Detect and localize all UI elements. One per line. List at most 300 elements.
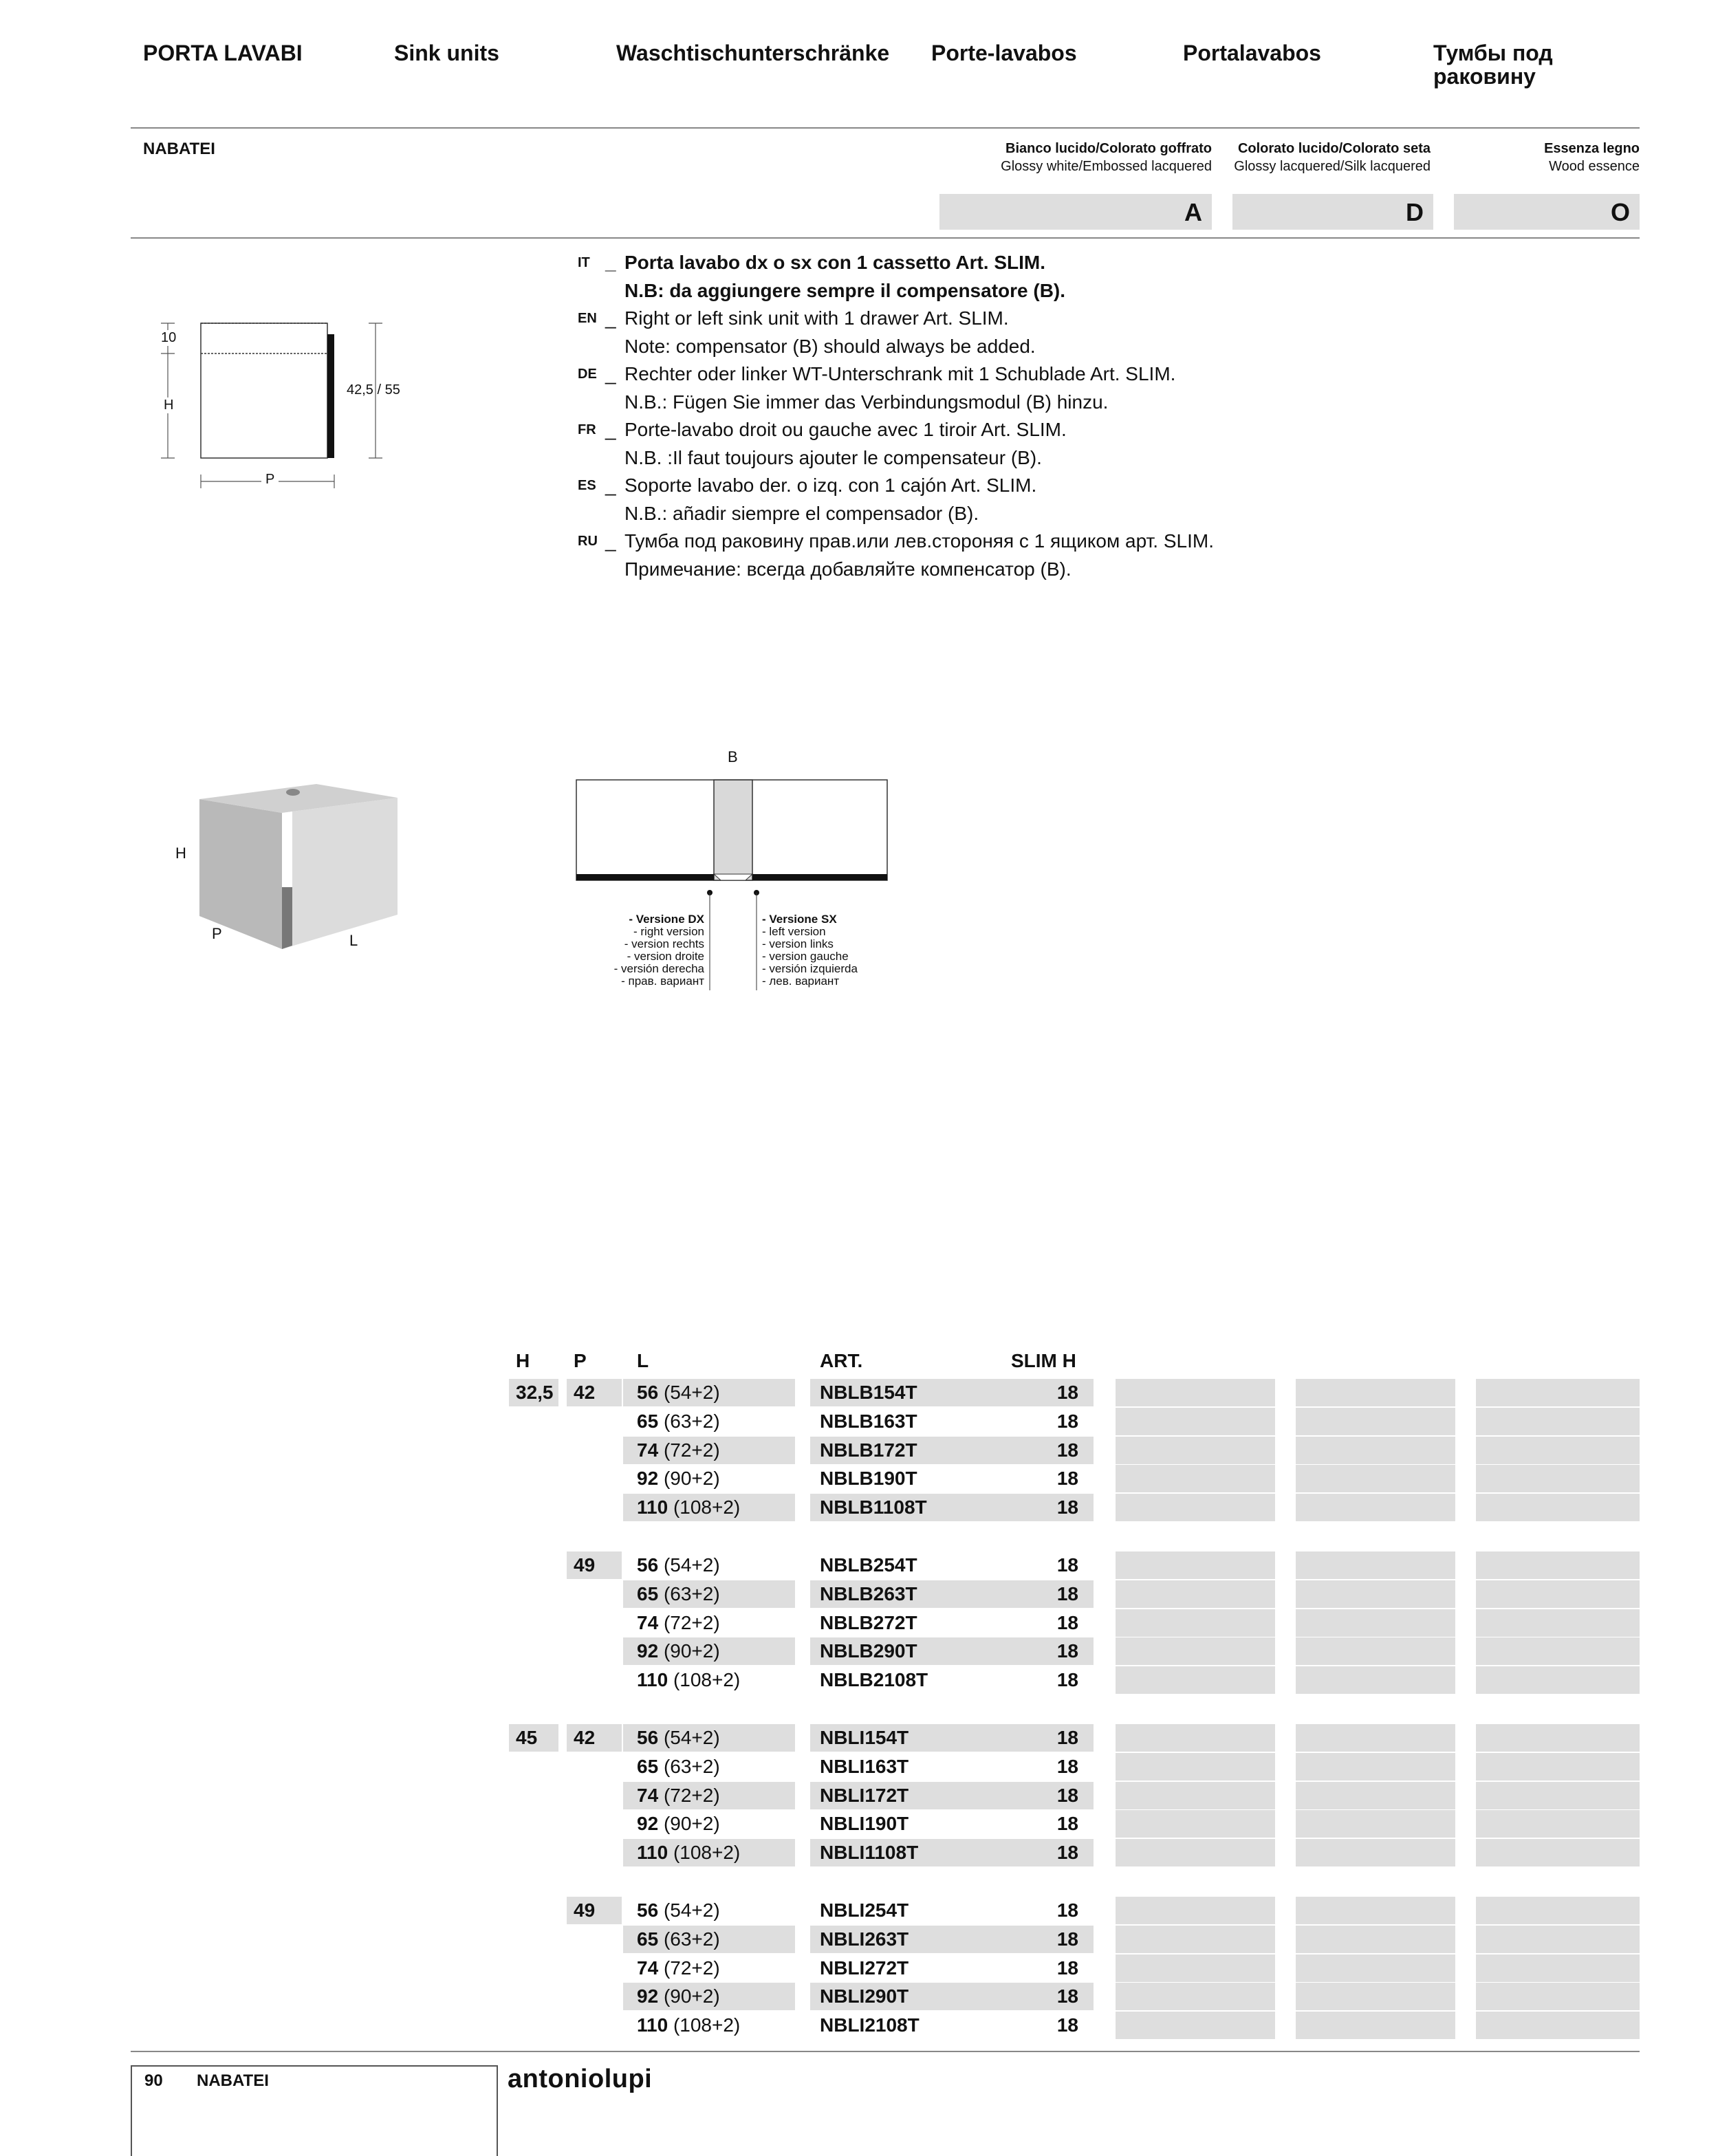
width-detail: (72+2): [663, 1784, 720, 1806]
article-code: NBLI163T: [820, 1755, 909, 1777]
desc-text: N.B.: Fügen Sie immer das Verbindungsmodul (B) hinzu.: [624, 391, 1109, 413]
desc-it-2: [578, 277, 1403, 305]
article-code: NBLB2108T: [820, 1669, 928, 1691]
col-l-header: L: [637, 1350, 649, 1371]
col-art-header: ART.: [820, 1350, 863, 1371]
title-en: Sink units: [394, 41, 499, 65]
version-sx-fr: - version gauche: [762, 950, 849, 963]
cell-h: [509, 1551, 558, 1579]
cell-l: [623, 1753, 795, 1781]
slim-height: 18: [1056, 1582, 1078, 1604]
table-row: [0, 1724, 1718, 1753]
slim-height: 18: [1056, 1784, 1078, 1806]
cell-p: [567, 1666, 622, 1694]
finish-o-title: Essenza legno: [1544, 141, 1640, 156]
cabinet-outline: [201, 323, 327, 458]
cell-p: 49: [567, 1897, 622, 1924]
cell-finish-a: [1116, 1983, 1275, 2010]
cell-art: [810, 1437, 1094, 1464]
article-code: NBLB154T: [820, 1382, 917, 1403]
finish-d-title: Colorato lucido/Colorato seta: [1237, 141, 1431, 156]
cell-l: [623, 1666, 795, 1694]
cell-finish-d: [1296, 1897, 1455, 1924]
cell-art: [810, 2012, 1094, 2039]
cell-h: [509, 1609, 558, 1637]
cell-finish-o: [1476, 1637, 1640, 1665]
cell-finish-a: [1116, 1926, 1275, 1953]
cell-finish-o: [1476, 2012, 1640, 2039]
cell-finish-a: [1116, 1494, 1275, 1521]
compensator-b: [714, 780, 752, 880]
cell-finish-a: [1116, 1782, 1275, 1809]
table-row: [0, 1926, 1718, 1954]
slim-height: 18: [1056, 1439, 1078, 1461]
cell-finish-d: [1296, 1983, 1455, 2010]
desc-de-2: [578, 389, 1403, 417]
article-code: NBLB190T: [820, 1468, 917, 1490]
cell-h: [509, 1753, 558, 1781]
finish-d-label: [1210, 140, 1431, 175]
cell-finish-d: [1296, 1782, 1455, 1809]
cell-h: [509, 1926, 558, 1953]
cell-finish-d: [1296, 2012, 1455, 2039]
article-code: NBLI272T: [820, 1957, 909, 1979]
version-sx-en: - left version: [762, 925, 826, 938]
width-value: 74: [637, 1957, 659, 1979]
cell-art: [810, 1494, 1094, 1521]
compensator-label: B: [728, 748, 738, 765]
slim-height: 18: [1056, 1382, 1078, 1403]
desc-fr-1: FR _ Porte-lavabo droit ou gauche avec 1 tiroir Art. SLIM.: [578, 416, 1403, 444]
width-detail: (90+2): [663, 1985, 720, 2007]
cell-finish-d: [1296, 1724, 1455, 1752]
article-code: NBLI154T: [820, 1727, 909, 1748]
cell-finish-a: [1116, 1637, 1275, 1665]
finish-a-title: Bianco lucido/Colorato goffrato: [1005, 141, 1212, 156]
width-value: 65: [637, 1582, 659, 1604]
cell-finish-o: [1476, 1926, 1640, 1953]
finish-d-subtitle: Glossy lacquered/Silk lacquered: [1234, 159, 1431, 174]
width-value: 65: [637, 1928, 659, 1950]
cell-finish-o: [1476, 1839, 1640, 1866]
width-detail: (63+2): [663, 1410, 720, 1432]
lang-code: RU: [578, 534, 598, 549]
cell-finish-a: [1116, 1551, 1275, 1579]
cell-finish-o: [1476, 1609, 1640, 1637]
lang-code: ES: [578, 478, 596, 493]
article-code: NBLI1108T: [820, 1842, 919, 1864]
finish-o-code: O: [1454, 194, 1640, 230]
table-row: [0, 1637, 1718, 1666]
desc-it-1: IT _ Porta lavabo dx o sx con 1 cassetto Art. SLIM.: [578, 249, 1403, 277]
width-detail: (108+2): [673, 1842, 741, 1864]
cell-p: [567, 1637, 622, 1665]
table-row: [0, 1580, 1718, 1609]
table-row: [0, 1609, 1718, 1638]
cell-p: [567, 1465, 622, 1492]
cell-finish-a: [1116, 1839, 1275, 1866]
cell-finish-d: [1296, 1465, 1455, 1492]
cell-p: [567, 1437, 622, 1464]
cell-p: [567, 1839, 622, 1866]
cell-finish-o: [1476, 1494, 1640, 1521]
slim-height: 18: [1056, 1410, 1078, 1432]
desc-es-2: [578, 500, 1403, 528]
cell-finish-o: [1476, 1379, 1640, 1406]
dim-p-label: P: [261, 472, 279, 488]
cell-art: [810, 1839, 1094, 1866]
cell-l: [623, 1408, 795, 1435]
cell-finish-o: [1476, 1408, 1640, 1435]
article-code: NBLI172T: [820, 1784, 909, 1806]
cell-h: [509, 1782, 558, 1809]
cell-finish-d: [1296, 1810, 1455, 1838]
lang-code: DE: [578, 367, 597, 382]
cell-finish-o: [1476, 1897, 1640, 1924]
cell-h: [509, 1494, 558, 1521]
width-value: 110: [637, 1842, 668, 1864]
cell-art: [810, 1551, 1094, 1579]
finish-o-label: [1461, 140, 1640, 175]
cell-finish-a: [1116, 1609, 1275, 1637]
table-row: [0, 1551, 1718, 1580]
cell-l: [623, 1580, 795, 1608]
width-value: 92: [637, 1640, 659, 1662]
version-sx-ru: - лев. вариант: [762, 974, 840, 988]
title-it: PORTA LAVABI: [143, 41, 303, 65]
version-dx-en: - right version: [633, 925, 704, 938]
slim-height: 18: [1056, 1755, 1078, 1777]
cell-art: [810, 1724, 1094, 1752]
article-code: NBLB1108T: [820, 1496, 927, 1518]
width-value: 65: [637, 1755, 659, 1777]
version-sx-title: - Versione SX: [762, 913, 837, 926]
cell-p: [567, 1954, 622, 1982]
title-de: Waschtischunterschränke: [616, 41, 890, 65]
cell-finish-d: [1296, 1839, 1455, 1866]
cell-art: [810, 1379, 1094, 1406]
table-row: [0, 1437, 1718, 1466]
dim-height-label: 42,5 / 55: [347, 382, 400, 398]
cell-art: [810, 1897, 1094, 1924]
cell-h: 45: [509, 1724, 558, 1752]
title-es: Portalavabos: [1183, 41, 1321, 65]
cell-l: [623, 1983, 795, 2010]
width-value: 56: [637, 1554, 659, 1576]
slim-height: 18: [1056, 1554, 1078, 1576]
desc-en-2: [578, 333, 1403, 361]
width-value: 65: [637, 1410, 659, 1432]
cell-finish-a: [1116, 1437, 1275, 1464]
slim-height: 18: [1056, 1899, 1078, 1921]
iso-l-label: L: [349, 932, 358, 949]
cell-finish-o: [1476, 1724, 1640, 1752]
version-dx-es: - versión derecha: [613, 962, 704, 975]
footer-box: [131, 2065, 498, 2156]
width-value: 74: [637, 1611, 659, 1633]
finish-o-subtitle: Wood essence: [1549, 159, 1640, 174]
slim-height: 18: [1056, 1842, 1078, 1864]
cell-finish-o: [1476, 1954, 1640, 1982]
cell-art: [810, 1810, 1094, 1838]
cell-finish-a: [1116, 1724, 1275, 1752]
cell-finish-o: [1476, 1983, 1640, 2010]
desc-text: N.B. :Il faut toujours ajouter le compensateur (B).: [624, 446, 1042, 468]
cell-finish-o: [1476, 1551, 1640, 1579]
cell-l: [623, 2012, 795, 2039]
desc-ru-1: RU _ Тумба под раковину прав.или лев.стороняя с 1 ящиком арт. SLIM.: [578, 527, 1403, 556]
footer-section: NABATEI: [197, 2071, 269, 2090]
desc-text: Примечание: всегда добавляйте компенсатор (B).: [624, 558, 1072, 580]
desc-text: Soporte lavabo der. o izq. con 1 cajón Art. SLIM.: [624, 475, 1037, 496]
sink-hole: [286, 789, 300, 796]
iso-p-label: P: [212, 925, 222, 942]
cell-h: [509, 1839, 558, 1866]
table-row: [0, 1897, 1718, 1926]
cell-l: [623, 1609, 795, 1637]
version-dx-ru: - прав. вариант: [621, 974, 704, 988]
table-row: [0, 2012, 1718, 2040]
desc-text: Rechter oder linker WT-Unterschrank mit 1 Schublade Art. SLIM.: [624, 363, 1176, 384]
cell-l: [623, 1379, 795, 1406]
title-ru: Тумбы под раковину: [1433, 41, 1553, 89]
header-rule: [131, 127, 1640, 129]
version-sx-de: - version links: [762, 937, 834, 950]
table-row: [0, 1465, 1718, 1494]
cell-finish-o: [1476, 1666, 1640, 1694]
cell-p: [567, 1580, 622, 1608]
desc-es-1: ES _ Soporte lavabo der. o izq. con 1 cajón Art. SLIM.: [578, 472, 1403, 500]
width-value: 92: [637, 1813, 659, 1835]
cell-l: [623, 1494, 795, 1521]
cell-l: [623, 1810, 795, 1838]
width-detail: (54+2): [663, 1554, 720, 1576]
cell-art: [810, 1954, 1094, 1982]
width-detail: (108+2): [673, 1496, 741, 1518]
cabinet-front: [282, 798, 398, 949]
col-p-header: P: [574, 1350, 587, 1371]
slim-height: 18: [1056, 1985, 1078, 2007]
cell-finish-a: [1116, 1810, 1275, 1838]
width-detail: (108+2): [673, 1669, 741, 1691]
door-front: [327, 334, 334, 458]
cell-finish-d: [1296, 1580, 1455, 1608]
cell-finish-d: [1296, 1551, 1455, 1579]
title-fr: Porte-lavabos: [931, 41, 1077, 65]
finish-a-code: A: [939, 194, 1212, 230]
cell-h: [509, 1897, 558, 1924]
cell-p: [567, 1408, 622, 1435]
version-dx-de: - version rechts: [624, 937, 704, 950]
cell-h: [509, 1810, 558, 1838]
width-value: 92: [637, 1985, 659, 2007]
version-dx-title: - Versione DX: [629, 913, 704, 926]
width-detail: (54+2): [663, 1382, 720, 1403]
table-row: [0, 1782, 1718, 1811]
cell-l: [623, 1437, 795, 1464]
cell-l: [623, 1782, 795, 1809]
width-detail: (54+2): [663, 1899, 720, 1921]
article-code: NBLI290T: [820, 1985, 909, 2007]
desc-text: Porta lavabo dx o sx con 1 cassetto Art. SLIM.: [624, 252, 1046, 273]
col-slim-header: SLIM H: [1011, 1350, 1076, 1371]
version-dx-fr: - version droite: [627, 950, 704, 963]
cell-finish-a: [1116, 1379, 1275, 1406]
article-code: NBLB290T: [820, 1640, 917, 1662]
article-code: NBLI190T: [820, 1813, 909, 1835]
cell-h: [509, 1637, 558, 1665]
cell-h: [509, 1408, 558, 1435]
cell-l: [623, 1724, 795, 1752]
desc-en-1: EN _ Right or left sink unit with 1 drawer Art. SLIM.: [578, 305, 1403, 333]
table-row: [0, 1379, 1718, 1408]
width-detail: (63+2): [663, 1928, 720, 1950]
cell-p: [567, 1494, 622, 1521]
cell-p: [567, 1609, 622, 1637]
lang-code: EN: [578, 311, 597, 326]
cell-l: [623, 1839, 795, 1866]
cell-finish-o: [1476, 1465, 1640, 1492]
finish-a-subtitle: Glossy white/Embossed lacquered: [1001, 159, 1212, 174]
finish-a-label: [909, 140, 1212, 175]
width-detail: (90+2): [663, 1813, 720, 1835]
lang-code: FR: [578, 422, 596, 437]
page-number: 90: [144, 2071, 163, 2090]
cell-finish-o: [1476, 1782, 1640, 1809]
cell-finish-o: [1476, 1437, 1640, 1464]
table-row: [0, 1954, 1718, 1983]
cell-l: [623, 1926, 795, 1953]
slim-height: 18: [1056, 1669, 1078, 1691]
width-detail: (72+2): [663, 1611, 720, 1633]
cell-finish-o: [1476, 1753, 1640, 1781]
cell-h: 32,5: [509, 1379, 558, 1406]
desc-fr-2: [578, 444, 1403, 472]
cell-finish-a: [1116, 1580, 1275, 1608]
cell-finish-a: [1116, 2012, 1275, 2039]
drawer-opening: [282, 812, 292, 887]
table-row: [0, 1983, 1718, 2012]
version-sx-list: [762, 913, 927, 988]
cell-p: 49: [567, 1551, 622, 1579]
cell-finish-d: [1296, 1609, 1455, 1637]
version-sx-es: - versión izquierda: [762, 962, 858, 975]
slim-height: 18: [1056, 1640, 1078, 1662]
desc-text: N.B.: añadir siempre el compensador (B).: [624, 502, 979, 524]
cell-finish-a: [1116, 1753, 1275, 1781]
slim-height: 18: [1056, 1468, 1078, 1490]
cell-finish-d: [1296, 1437, 1455, 1464]
desc-ru-2: [578, 556, 1403, 584]
cell-p: [567, 1782, 622, 1809]
cell-p: [567, 1753, 622, 1781]
cell-l: [623, 1637, 795, 1665]
article-code: NBLB263T: [820, 1582, 917, 1604]
col-h-header: H: [516, 1350, 530, 1371]
cell-p: [567, 2012, 622, 2039]
article-code: NBLB254T: [820, 1554, 917, 1576]
cell-l: [623, 1465, 795, 1492]
width-value: 56: [637, 1727, 659, 1748]
left-front: [576, 874, 714, 880]
width-value: 74: [637, 1439, 659, 1461]
cell-l: [623, 1551, 795, 1579]
desc-text: Тумба под раковину прав.или лев.стороняя с 1 ящиком арт. SLIM.: [624, 530, 1214, 552]
cell-art: [810, 1637, 1094, 1665]
cell-finish-o: [1476, 1580, 1640, 1608]
cell-finish-d: [1296, 1926, 1455, 1953]
width-value: 92: [637, 1468, 659, 1490]
cell-h: [509, 1465, 558, 1492]
cell-finish-d: [1296, 1637, 1455, 1665]
width-value: 110: [637, 1496, 668, 1518]
description-block: [578, 249, 1403, 583]
dim-h-label: H: [164, 398, 174, 413]
cell-finish-a: [1116, 1408, 1275, 1435]
cell-h: [509, 2012, 558, 2039]
cell-art: [810, 1580, 1094, 1608]
cell-finish-d: [1296, 1494, 1455, 1521]
brand-logo: antoniolupi: [508, 2065, 653, 2093]
cell-finish-d: [1296, 1408, 1455, 1435]
cell-finish-d: [1296, 1666, 1455, 1694]
width-detail: (90+2): [663, 1640, 720, 1662]
cell-art: [810, 1666, 1094, 1694]
slim-height: 18: [1056, 1611, 1078, 1633]
drawer-gap: [282, 887, 292, 949]
width-detail: (72+2): [663, 1439, 720, 1461]
iso-h-label: H: [175, 845, 186, 862]
cell-p: [567, 1926, 622, 1953]
cell-finish-o: [1476, 1810, 1640, 1838]
width-detail: (108+2): [673, 2014, 741, 2036]
cell-finish-a: [1116, 1897, 1275, 1924]
cell-h: [509, 1666, 558, 1694]
width-detail: (90+2): [663, 1468, 720, 1490]
lang-code: IT: [578, 255, 590, 270]
width-detail: (63+2): [663, 1755, 720, 1777]
cell-h: [509, 1580, 558, 1608]
cell-art: [810, 1926, 1094, 1953]
cell-art: [810, 1782, 1094, 1809]
width-detail: (54+2): [663, 1727, 720, 1748]
slim-height: 18: [1056, 1957, 1078, 1979]
cell-art: [810, 1753, 1094, 1781]
article-code: NBLI263T: [820, 1928, 909, 1950]
width-value: 110: [637, 1669, 668, 1691]
cell-p: 42: [567, 1379, 622, 1406]
desc-text: N.B: da aggiungere sempre il compensatore (B).: [624, 279, 1066, 301]
width-value: 110: [637, 2014, 668, 2036]
table-row: [0, 1839, 1718, 1868]
table-bottom-rule: [131, 2051, 1640, 2052]
cell-l: [623, 1897, 795, 1924]
desc-text: Porte-lavabo droit ou gauche avec 1 tiroir Art. SLIM.: [624, 419, 1067, 440]
article-code: NBLB172T: [820, 1439, 917, 1461]
table-row: [0, 1753, 1718, 1782]
finish-rule: [131, 237, 1640, 239]
cell-l: [623, 1954, 795, 1982]
cell-h: [509, 1983, 558, 2010]
slim-height: 18: [1056, 1496, 1078, 1518]
right-front: [752, 874, 887, 880]
table-row: [0, 1666, 1718, 1695]
cell-p: [567, 1810, 622, 1838]
version-dx-list: [550, 913, 704, 988]
article-code: NBLI254T: [820, 1899, 909, 1921]
width-detail: (72+2): [663, 1957, 720, 1979]
table-row: [0, 1494, 1718, 1523]
